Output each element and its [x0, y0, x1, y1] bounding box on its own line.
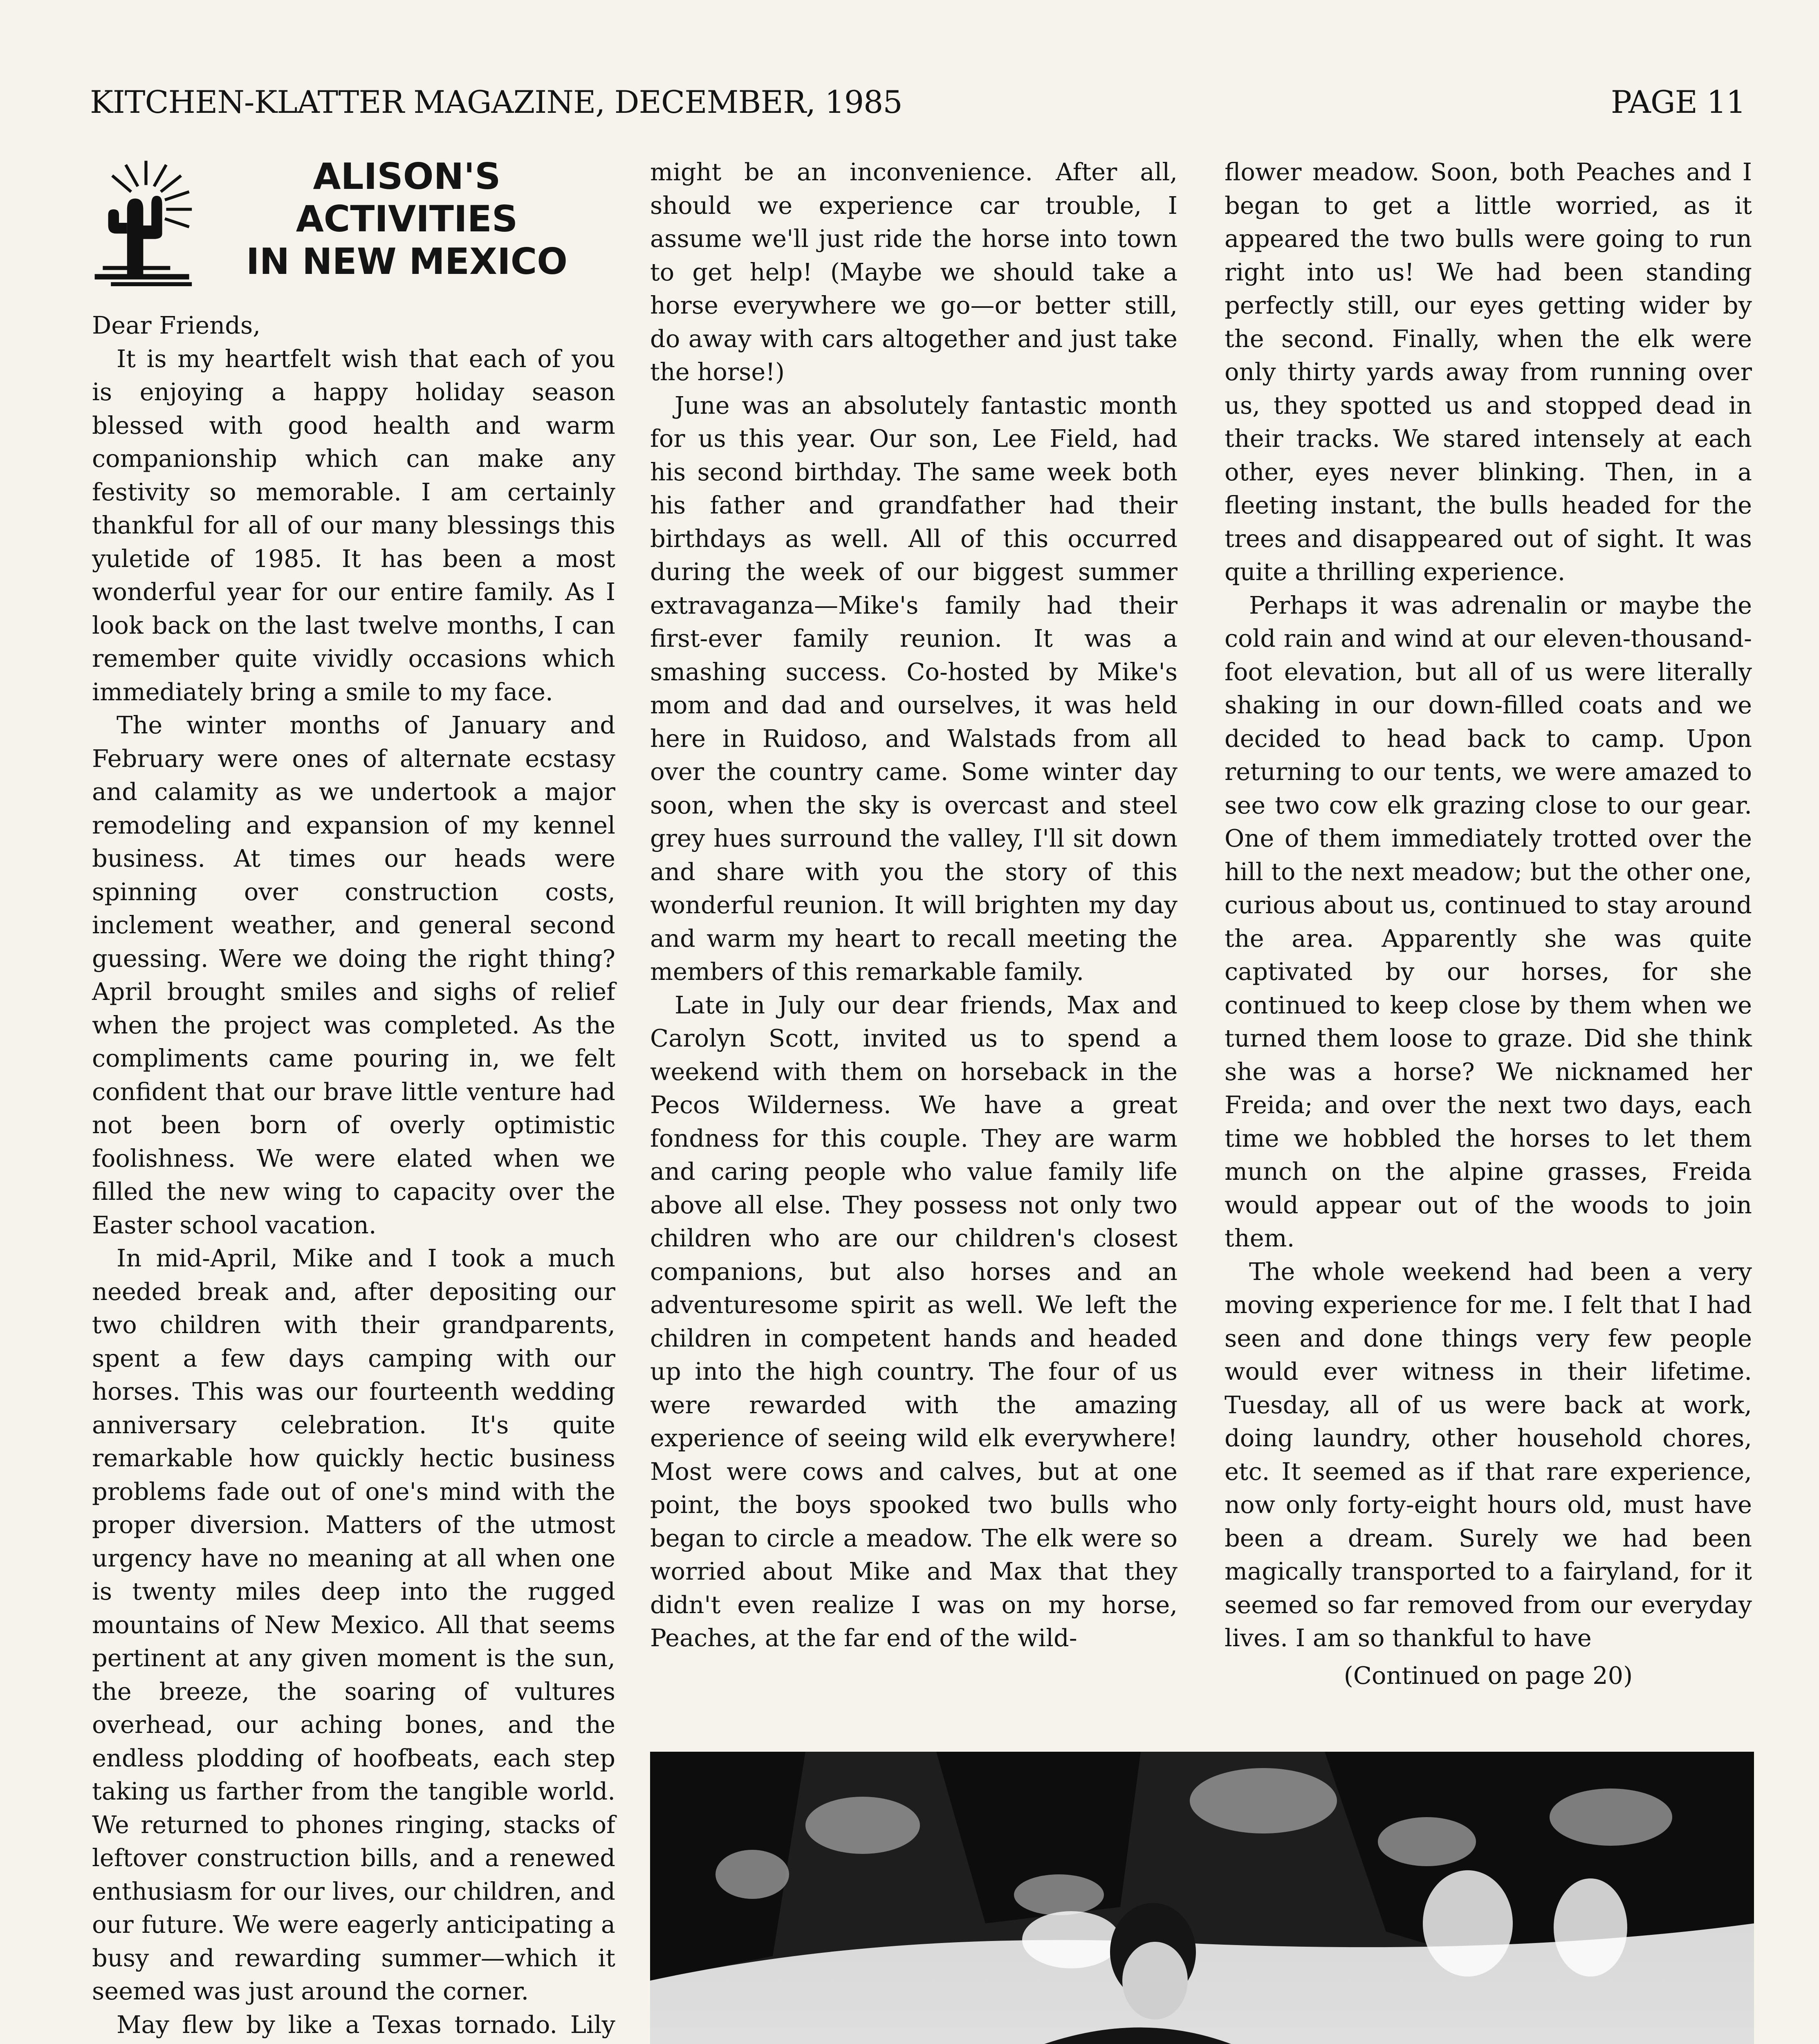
paragraph: Perhaps it was adrenalin or maybe the cold rain and wind at our eleven-thousand-foot elevation, but all of us were literally shaking in our down-filled coats and we decided to head back to camp. Upon returning to our tents, we were amazed to see two cow elk grazing close to our gear. One of them immediately trotted over the hill to the next meadow; but the other one, curious about us, continued to stay around the area. Apparently she was quite captivated by our horses, for she continued to keep close by them when we turned them loose to graze. Did she think she was a horse? We nicknamed her Freida; and over the next two days, each time we hobbled the horses to let them munch on the alpine grasses, Freida would appear out of the woods to join them.	[1225, 591, 1752, 1252]
magazine-title-date: KITCHEN-KLATTER MAGAZINE, DECEMBER, 1985	[90, 84, 902, 120]
paragraph: June was an absolutely fantastic month for us this year. Our son, Lee Field, had his second birthday. The same week both his father and grandfather had their birthdays as well. All of this occurred during the week of our biggest summer extravaganza—Mike's family had their first-ever family reunion. It was a smashing success. Co-hosted by Mike's mom and dad and ourselves, it was held here in Ruidoso, and Walstads from all over the country came. Some winter day soon, when the sky is overcast and steel grey hues surround the valley, I'll sit down and share with you the story of this wonderful reunion. It will brighten my day and warm my heart to recall meeting the members of this remarkable family.	[650, 391, 1178, 986]
paragraph: It is my heartfelt wish that each of you is enjoying a happy holiday season blessed with good health and warm companionship which can make any festivity so memorable. I am certainly thankful for all of our many blessings this yuletide of 1985. It has been a most wonderful year for our entire family. As I look back on the last twelve months, I can remember quite vividly occasions which immediately bring a smile to my face.	[92, 344, 615, 706]
salutation: Dear Friends,	[92, 311, 261, 339]
article-column-2	[650, 155, 1178, 1655]
continued-note: (Continued on page 20)	[1344, 1661, 1633, 1690]
paragraph-continued: might be an inconvenience. After all, should we experience car trouble, I assume we'll just ride the horse into town to get help! (Maybe we should take a horse everywhere we go—or better still, do away with cars altogether and just take the horse!)	[650, 158, 1178, 386]
article-column-3	[1225, 155, 1752, 1692]
photo-illustration	[650, 1752, 1754, 2044]
sledding-photo	[650, 1752, 1754, 2044]
paragraph: The winter months of January and February were ones of alternate ecstasy and calamity as we undertook a major remodeling and expansion of my kennel business. At times our heads were spinning over construction costs, inclement weather, and general second guessing. Were we doing the right thing? April brought smiles and sighs of relief when the project was completed. As the compliments came pouring in, we felt confident that our brave little venture had not been born of overly optimistic foolishness. We were elated when we filled the new wing to capacity over the Easter school vacation.	[92, 711, 615, 1239]
article-column-1	[92, 155, 615, 2044]
article-heading	[92, 155, 615, 298]
paragraph: Late in July our dear friends, Max and Carolyn Scott, invited us to spend a weekend with them on horseback in the Pecos Wilderness. We have a great fondness for this couple. They are warm and caring people who value family life above all else. They possess not only two children who are our children's closest companions, but also horses and an adventuresome spirit as well. We left the children in competent hands and headed up into the high country. The four of us were rewarded with the amazing experience of seeing wild elk everywhere! Most were cows and calves, but at one point, the boys spooked two bulls who began to circle a meadow. The elk were so worried about Mike and Max that they didn't even realize I was on my horse, Peaches, at the far end of the wild-	[650, 991, 1178, 1652]
paragraph: May flew by like a Texas tornado. Lily	[117, 2010, 615, 2039]
paragraph: The whole weekend had been a very moving experience for me. I felt that I had seen and done things very few people would ever witness in their lifetime. Tuesday, all of us were back at work, doing laundry, other household chores, etc. It seemed as if that rare experience, now only forty-eight hours old, must have been a dream. Surely we had been magically transported to a fairyland, for it seemed so far removed from our everyday lives. I am so thankful to have	[1225, 1257, 1752, 1652]
running-header	[90, 84, 1745, 133]
page-number: PAGE 11	[1610, 84, 1745, 120]
paragraph-continued: flower meadow. Soon, both Peaches and I began to get a little worried, as it appeared the two bulls were going to run right into us! We had been standing perfectly still, our eyes getting wider by the second. Finally, when the elk were only thirty yards away from running over us, they spotted us and stopped dead in their tracks. We stared intensely at each other, eyes never blinking. Then, in a fleeting instant, the bulls headed for the trees and disappeared out of sight. It was quite a thrilling experience.	[1225, 158, 1752, 586]
paragraph: In mid-April, Mike and I took a much needed break and, after depositing our two children with their grandparents, spent a few days camping with our horses. This was our fourteenth wedding anniversary celebration. It's quite remarkable how quickly hectic business problems fade out of one's mind with the proper diversion. Matters of the utmost urgency have no meaning at all when one is twenty miles deep into the rugged mountains of New Mexico. All that seems pertinent at any given moment is the sun, the breeze, the soaring of vultures overhead, our aching bones, and the endless plodding of hoofbeats, each step taking us farther from the tangible world. We returned to phones ringing, stacks of leftover construction bills, and a renewed enthusiasm for our lives, our children, and our future. We were eagerly anticipating a busy and rewarding summer—which it seemed was just around the corner.	[92, 1244, 615, 2005]
article-title: ALISON'S ACTIVITIES IN NEW MEXICO	[246, 155, 568, 282]
